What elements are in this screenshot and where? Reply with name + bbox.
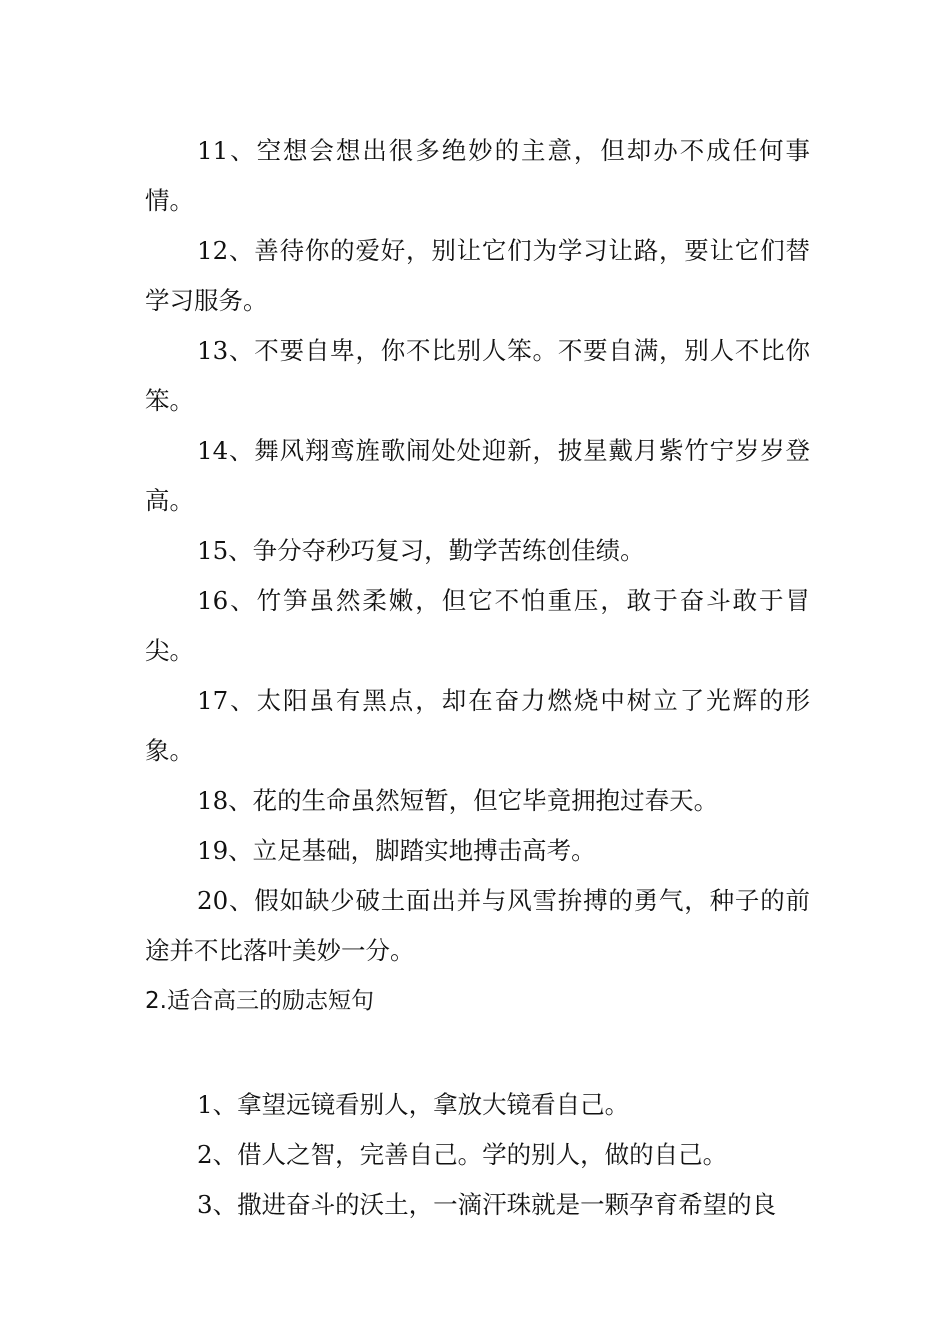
list-item: 20、假如缺少破土面出并与风雪拚搏的勇气，种子的前途并不比落叶美妙一分。 bbox=[145, 886, 810, 965]
list-item: 16、竹笋虽然柔嫩，但它不怕重压，敢于奋斗敢于冒尖。 bbox=[145, 586, 810, 665]
quote-list-2 bbox=[145, 1080, 810, 1230]
list-item: 15、争分夺秒巧复习，勤学苦练创佳绩。 bbox=[197, 536, 645, 565]
section-spacer bbox=[145, 1026, 810, 1076]
list-item: 11、空想会想出很多绝妙的主意，但却办不成任何事情。 bbox=[145, 136, 810, 215]
list-item: 12、善待你的爱好，别让它们为学习让路，要让它们替学习服务。 bbox=[145, 236, 810, 315]
quote-list-1 bbox=[145, 126, 810, 976]
list-item: 17、太阳虽有黑点，却在奋力燃烧中树立了光辉的形象。 bbox=[145, 686, 810, 765]
list-item: 18、花的生命虽然短暂，但它毕竟拥抱过春天。 bbox=[197, 786, 719, 815]
list-item: 2、借人之智，完善自己。学的别人，做的自己。 bbox=[197, 1140, 728, 1169]
list-item: 14、舞风翔鸾旌歌闹处处迎新，披星戴月紫竹宁岁岁登高。 bbox=[145, 436, 810, 515]
section-heading: 2.适合高三的励志短句 bbox=[145, 988, 374, 1014]
list-item: 3、撒进奋斗的沃土，一滴汗珠就是一颗孕育希望的良 bbox=[197, 1190, 777, 1219]
list-item: 13、不要自卑，你不比别人笨。不要自满，别人不比你笨。 bbox=[145, 336, 810, 415]
list-item: 1、拿望远镜看别人，拿放大镜看自己。 bbox=[197, 1090, 630, 1119]
document-body bbox=[145, 126, 810, 1230]
list-item: 19、立足基础，脚踏实地搏击高考。 bbox=[197, 836, 596, 865]
